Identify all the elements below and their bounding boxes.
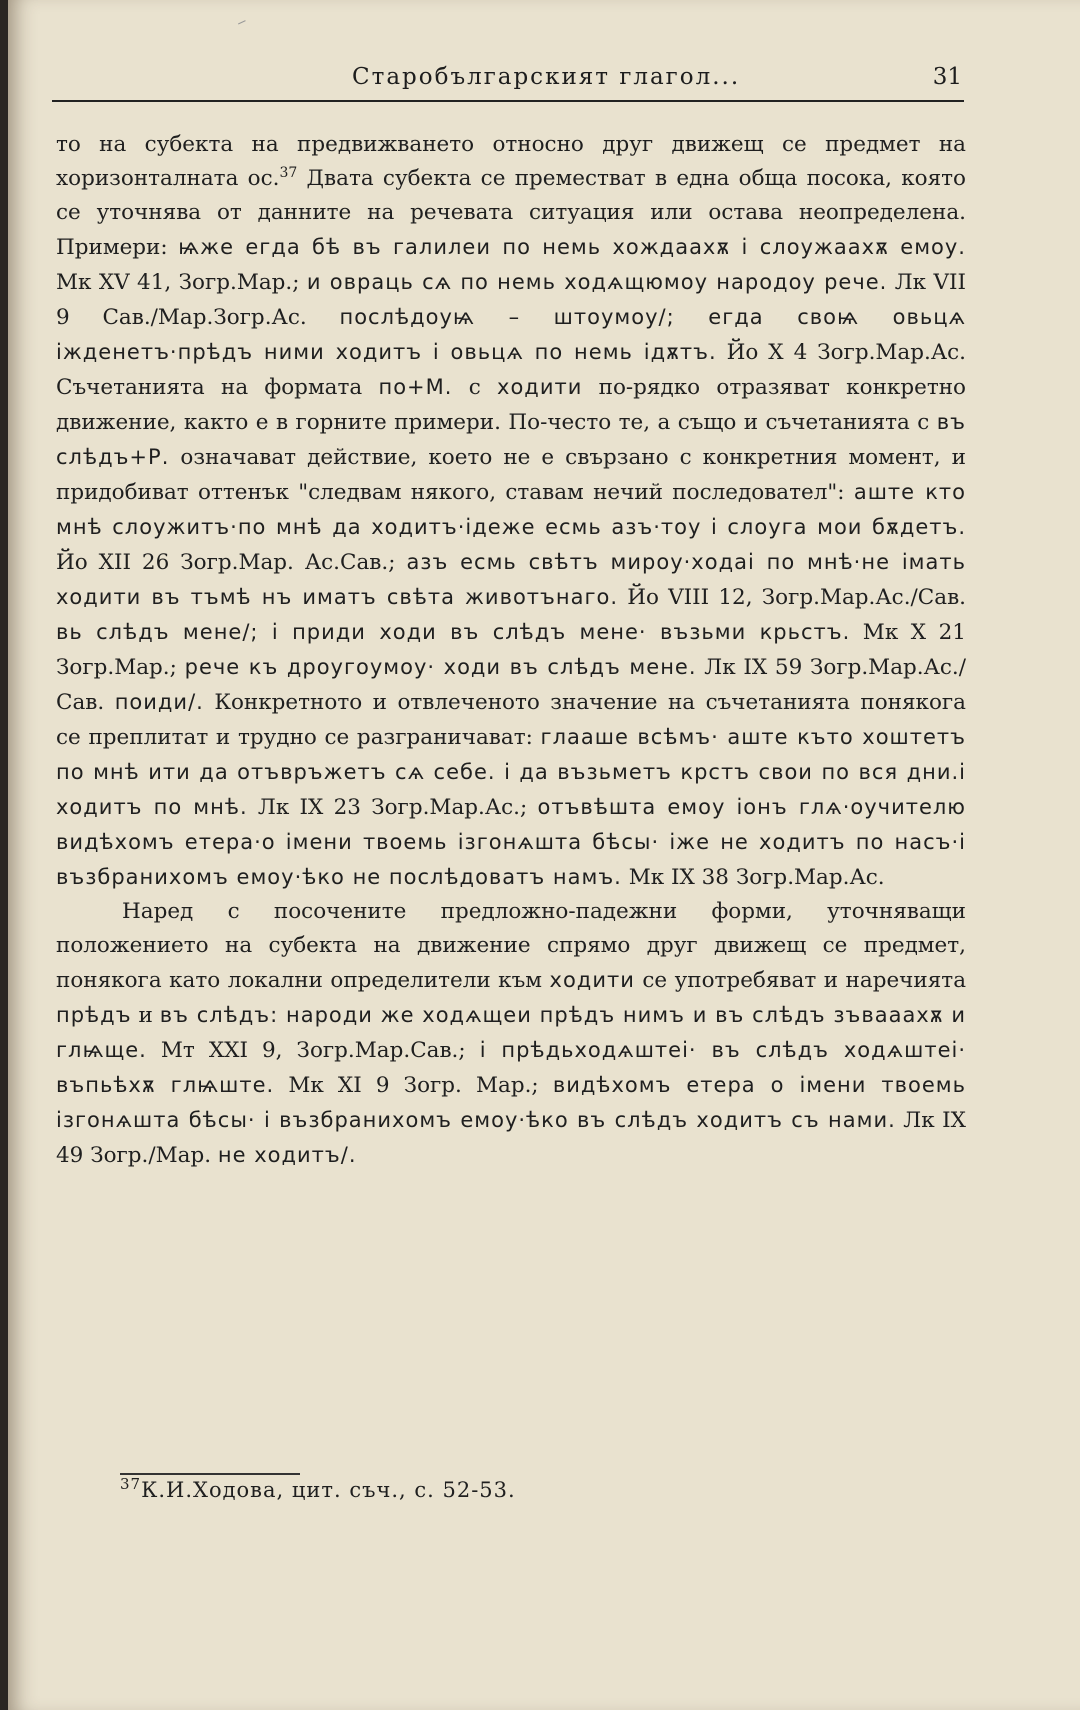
text-run: Йо XII 26 Зогр.Мар. Ас.Сав.;	[56, 550, 407, 575]
text-run: Мк X 21 Зогр.Мар.;	[56, 620, 966, 680]
old-slavonic-quote: по+М.	[378, 375, 453, 399]
text-run: Лк IX 49 Зогр./Мар.	[56, 1108, 966, 1168]
old-slavonic-quote: въ слѣдъ+Р.	[56, 410, 966, 469]
running-header	[52, 60, 964, 102]
old-slavonic-quote: і прѣдьходѧштеі· въ слѣдъ ходѧштеі· въпьѣхѫ глѩште.	[56, 1038, 966, 1097]
old-slavonic-quote: не ходитъ/.	[217, 1143, 357, 1167]
body-text	[56, 128, 966, 1173]
text-run: Лк IX 23 Зогр.Мар.Ас.;	[247, 795, 538, 820]
paragraph	[56, 128, 966, 895]
old-slavonic-quote: и овраць сѧ по немь ходѧщюмоу народоу рече.	[306, 270, 888, 294]
text-run: Лк IX 59 Зогр.Мар.Ас./Сав.	[56, 655, 967, 715]
text-run: Наред с посочените предложно-падежни форми, уточняващи положението на субекта на движение спрямо друг движещ се предмет, понякога като локални определители към	[56, 899, 966, 993]
footnote	[120, 1475, 820, 1502]
text-run: Йо X 4 Зогр.Мар.Ас. Съчетанията на формата	[56, 340, 966, 400]
text-run: Мт XXI 9, Зогр.Мар.Сав.;	[146, 1038, 480, 1063]
old-slavonic-quote: ходити	[549, 968, 635, 992]
page-number: 31	[932, 64, 962, 90]
text-run: Мк XI 9 Зогр. Мар.;	[274, 1073, 553, 1098]
old-slavonic-quote: ѩже егда бѣ въ галилеи по немь хождаахѫ і слоужаахѫ емоу.	[178, 235, 966, 259]
old-slavonic-quote: прѣдъ	[56, 1003, 132, 1027]
text-run: Конкретното и отвлеченото значение на съчетанията понякога се преплитат и трудно се разграничават:	[56, 690, 966, 750]
text-run: Лк VII 9 Сав./Мар.Зогр.Ас.	[56, 270, 966, 330]
footnote-separator	[120, 1473, 300, 1475]
old-slavonic-quote: глааше всѣмъ· аште къто хоштетъ по мнѣ ити да отъвръжетъ сѧ себе. і да възьметъ крстъ свои по вся дни.і ходитъ по мнѣ.	[56, 725, 966, 819]
document-page	[8, 0, 1080, 1710]
footnote-reference: 37	[279, 164, 298, 181]
old-slavonic-quote: аште кто мнѣ слоужитъ·по мнѣ да ходитъ·ідеже есмь азъ·тоу і слоуга мои бѫдетъ.	[56, 480, 966, 539]
footnote-number: 37	[120, 1475, 142, 1493]
old-slavonic-quote: рече къ дроугоумоу· ходи въ слѣдъ мене.	[184, 655, 697, 679]
old-slavonic-quote: ходити	[497, 375, 583, 399]
old-slavonic-quote: послѣдоуѩ – штоумоу/; егда своѩ овьцѧ іжденетъ·прѣдъ ними ходитъ і овьцѧ по немь ідѫтъ.	[56, 305, 966, 364]
paragraph	[56, 895, 966, 1173]
old-slavonic-quote: поиди/.	[114, 690, 204, 714]
pencil-mark	[236, 17, 245, 25]
old-slavonic-quote: вь слѣдъ мене/; і приди ходи въ слѣдъ мене· възьми крьстъ.	[56, 620, 851, 644]
footnote-text: К.И.Ходова, цит. съч., с. 52-53.	[141, 1478, 516, 1502]
text-run: означават действие, което не е свързано с конкретния момент, и придобиват оттенък "следвам някого, ставам нечий последовател":	[56, 445, 966, 505]
old-slavonic-quote: азъ есмь свѣтъ мироу·ходаі по мнѣ·не імать ходити въ тъмѣ нъ иматъ свѣта животънаго.	[56, 550, 966, 609]
text-run: Мк XV 41, Зогр.Мар.;	[56, 270, 307, 295]
text-run: и	[131, 1003, 160, 1028]
text-run: Мк IX 38 Зогр.Мар.Ас.	[621, 865, 885, 890]
old-slavonic-quote: отъвѣшта емоу іонъ глѧ·оучителю видѣхомъ етера·о імени твоемь ізгонѧшта бѣсы· іже не ходитъ по насъ·і възбранихомъ емоу·ѣко не послѣдоватъ намъ.	[56, 795, 966, 889]
old-slavonic-quote: въ слѣдъ: народи же ходѧщеи прѣдъ нимъ и въ слѣдъ зъвааахѫ и глѩще.	[56, 1003, 966, 1062]
running-title: Старобългарският глагол...	[352, 64, 741, 90]
text-run: се употребяват и наречията	[634, 968, 967, 993]
text-run: Йо VIII 12, Зогр.Мар.Ас./Сав.	[618, 585, 967, 610]
text-run: по-рядко отразяват конкретно движение, както е в горните примери. По-често те, а също и съчетанията с	[56, 375, 966, 435]
old-slavonic-quote: видѣхомъ етера о імени твоемь ізгонѧшта бѣсы· і възбранихомъ емоу·ѣко въ слѣдъ ходитъ съ нами.	[56, 1073, 966, 1132]
text-run: Двата субекта се преместват в една обща посока, която се уточнява от данните на речевата ситуация или остава неопределена. Примери:	[56, 166, 967, 260]
text-run: с	[452, 375, 498, 400]
text-run: то на субекта на предвижването относно друг движещ се предмет на хоризонталната ос.	[56, 132, 966, 191]
